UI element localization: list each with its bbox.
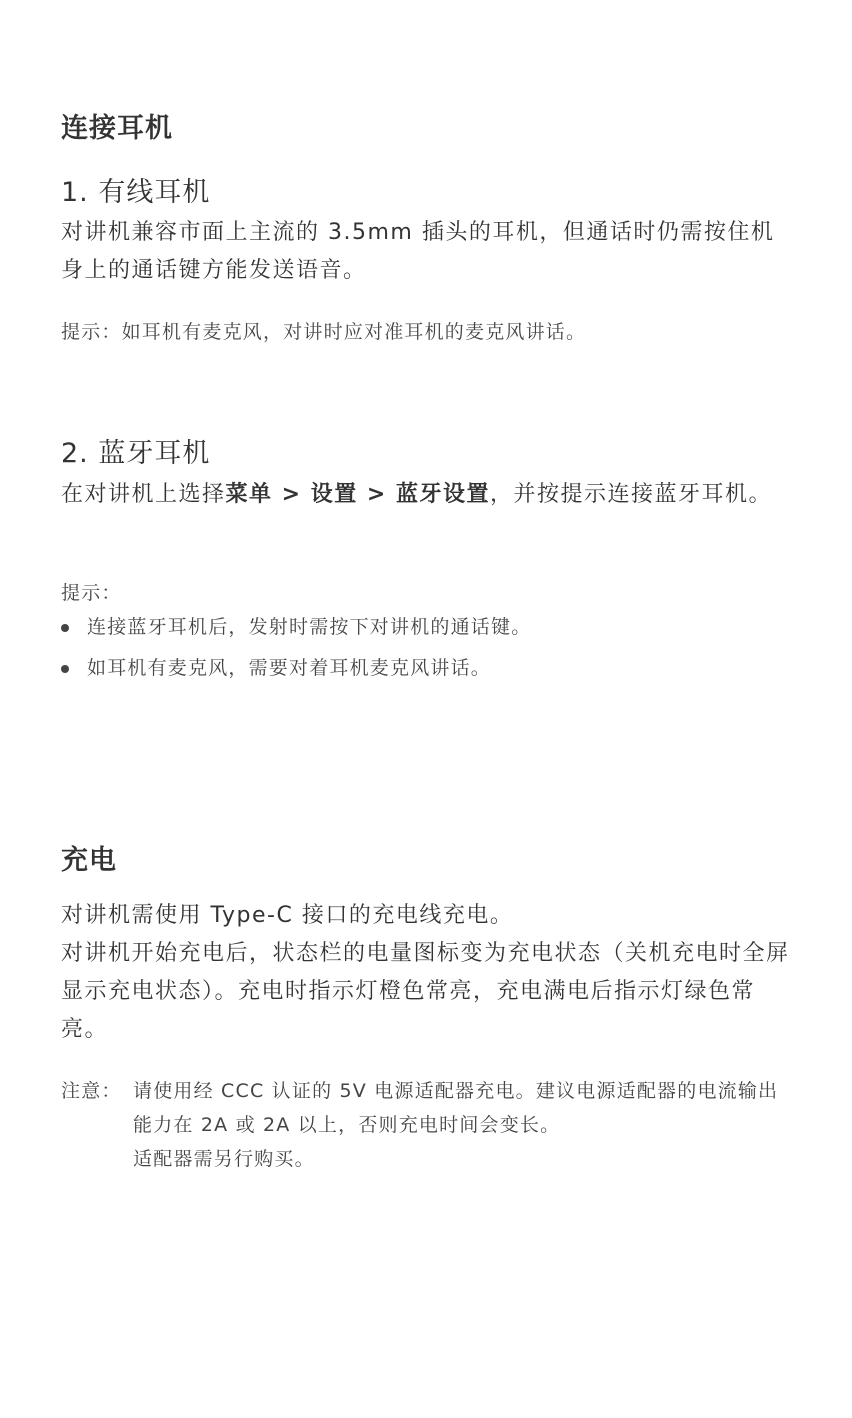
bluetooth-tip-text: 如耳机有麦克风，需要对着耳机麦克风讲话。 [87,657,492,679]
bluetooth-headphone-description [61,476,796,514]
section-title-charging: 充电 [61,845,117,876]
menu-path: 菜单 > 设置 > 蓝牙设置 [225,482,491,507]
bluetooth-tip-label: 提示： [61,582,122,604]
section-title-headphones: 连接耳机 [61,113,173,144]
note-adapter-requirement: 请使用经 CCC 认证的 5V 电源适配器充电。建议电源适配器的电流输出能力在 2A 或 2A 以上，否则充电时间会变长。 [133,1080,779,1136]
subsection-title-bluetooth: 2. 蓝牙耳机 [61,438,211,469]
wired-headphone-tip: 提示：如耳机有麦克风，对讲时应对准耳机的麦克风讲话。 [61,321,587,343]
list-item [61,648,531,689]
charging-cable-description: 对讲机需使用 Type-C 接口的充电线充电。 [61,903,514,928]
note-adapter-purchase: 适配器需另行购买。 [133,1148,315,1170]
charging-status-description: 对讲机开始充电后，状态栏的电量图标变为充电状态（关机充电时全屏显示充电状态）。充电时指示灯橙色常亮，充电满电后指示灯绿色常亮。 [61,941,790,1042]
wired-headphone-description: 对讲机兼容市面上主流的 3.5mm 插头的耳机，但通话时仍需按住机身上的通话键方能发送语音。 [61,220,775,283]
bluetooth-tip-list [61,607,531,689]
note-label: 注意： [61,1080,122,1102]
subsection-title-wired: 1. 有线耳机 [61,177,211,208]
bullet-dot-icon [61,665,69,673]
bluetooth-tip-text: 连接蓝牙耳机后，发射时需按下对讲机的通话键。 [87,616,532,638]
bullet-dot-icon [61,624,69,632]
bluetooth-body-prefix: 在对讲机上选择 [61,482,226,507]
list-item [61,607,531,648]
charging-note [61,1074,796,1176]
bluetooth-body-suffix: ，并按提示连接蓝牙耳机。 [490,482,773,507]
